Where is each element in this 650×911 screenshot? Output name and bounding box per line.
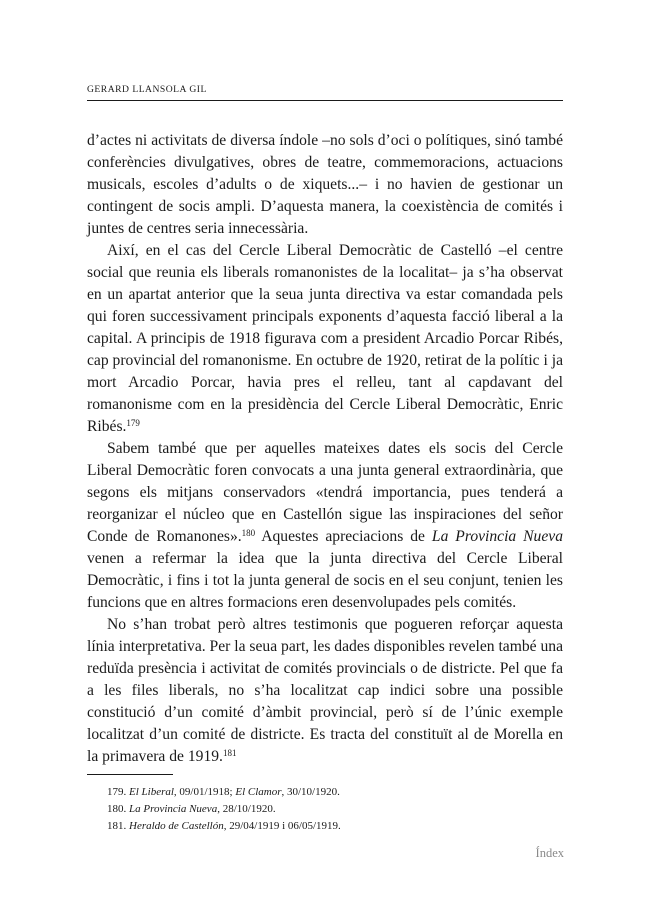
footnote-source: El Liberal: [129, 786, 174, 798]
footnote-ref-180[interactable]: 180: [241, 528, 256, 538]
footnote-number: 181.: [107, 820, 127, 832]
footnote-number: 180.: [107, 803, 127, 815]
footnote-text: , 28/10/1920.: [217, 803, 276, 815]
footnote-source: Heraldo de Castellón: [129, 820, 224, 832]
paragraph-1: d’actes ni activitats de diversa índole –no sols d’oci o polítiques, sinó també conferències divulgatives, obres de teatre, commemoracions, actuacions musicals, escoles d’adults o de xiquets...– i no havien de gestionar un contingent de socis ampli. D’aquesta manera, la coexistència de comités i juntes de centres seria innecessària.: [87, 132, 563, 237]
footnote-source: El Clamor: [235, 786, 282, 798]
index-link[interactable]: Índex: [535, 846, 564, 860]
footnote-ref-179[interactable]: 179: [126, 418, 140, 428]
footnote-text: , 09/01/1918;: [173, 786, 236, 798]
paragraph-3-italic: La Provincia Nueva: [431, 528, 563, 545]
footnote-text: , 29/04/1919 i 06/05/1919.: [223, 820, 341, 832]
paragraph-3-text-b: Aquestes apreciacions de: [255, 528, 432, 545]
paragraph-3: [87, 438, 563, 614]
footnote-text: , 30/10/1920.: [281, 786, 340, 798]
paragraph-2-text: Així, en el cas del Cercle Liberal Democràtic de Castelló –el centre social que reunia els liberals romanonistes de la localitat– ja s’ha observat en un apartat anterior que la seua junta directiva va estar comandada pels qui foren successivament principals exponents d’aquesta facció liberal a la capital. A principis de 1918 figurava com a president Arcadio Porcar Ribés, cap provincial del romanonisme. En octubre de 1920, retirat de la polític i ja mort Arcadio Porcar, havia pres el relleu, tant al capdavant del romanonisme com en la presidència del Cercle Liberal Democràtic, Enric Ribés.: [87, 242, 563, 435]
footnote-number: 179.: [107, 786, 127, 798]
paragraph-4-text: No s’han trobat però altres testimonis que pogueren reforçar aquesta línia interpretativa. Per la seua part, les dades disponibles revelen també una reduïda presència i activitat de comités provincials o de districte. Pel que fa a les files liberals, no s’ha localitzat cap indici sobre una possible constitució d’un comité d’àmbit provincial, però sí de l’únic exemple localitzat d’un comité de districte. Es tracta del constituït al de Morella en la primavera de 1919.: [87, 616, 563, 765]
footnote-180: [107, 801, 563, 818]
footnote-source: La Provincia Nueva: [129, 803, 218, 815]
footnotes: [107, 784, 563, 835]
paragraph-4: [87, 614, 563, 768]
footnote-ref-181[interactable]: 181: [222, 748, 237, 758]
running-head: GERARD LLANSOLA GIL: [87, 84, 563, 101]
paragraph-2: [87, 240, 563, 438]
footnote-divider: [87, 774, 173, 775]
footnote-181: [107, 818, 563, 835]
footnote-179: [107, 784, 563, 801]
body-text: [87, 130, 563, 768]
paragraph-3-text-a: Sabem també que per aquelles mateixes dates els socis del Cercle Liberal Democràtic foren convocats a una junta general extraordinària, que segons els mitjans conservadors «tendrá importancia, pues tenderá a reorganizar el núcleo que en Castellón sigue las inspiraciones del señor Conde de Romanones».: [87, 440, 563, 545]
paragraph-3-text-c: venen a refermar la idea que la junta directiva del Cercle Liberal Democràtic, i fins i tot la junta general de socis en el seu conjunt, tenien les funcions que en altres formacions eren desenvolupades pels comités.: [87, 550, 563, 611]
